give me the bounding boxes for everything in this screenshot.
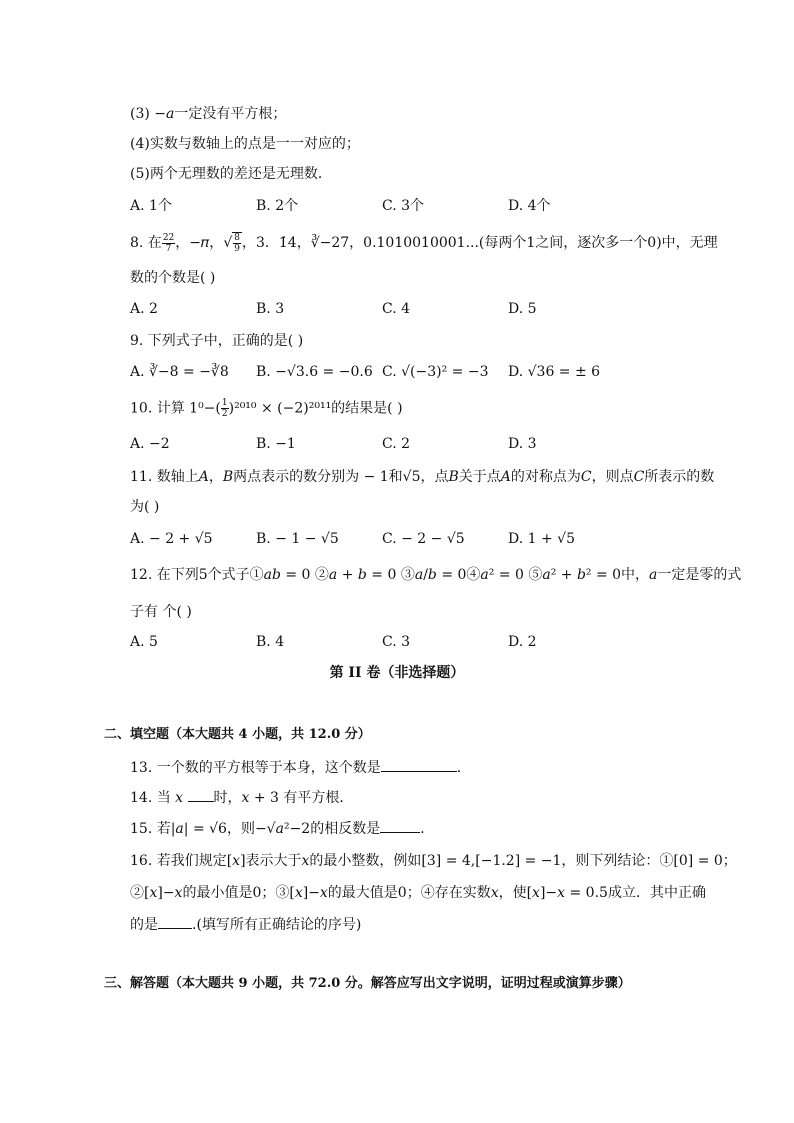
question-10 — [130, 398, 403, 419]
q12-option-a: A. 5 — [130, 634, 158, 650]
q8-option-a: A. 2 — [130, 301, 158, 317]
q12-line2: 子有 个( ) — [130, 604, 192, 620]
q14-part-a: 14. 当 𝑥 — [130, 790, 188, 806]
q16-line3-b: .(填写所有正确结论的序号) — [192, 917, 362, 933]
question-9: 9. 下列式子中，正确的是( ) — [130, 333, 304, 349]
q10-option-b: B. −1 — [256, 436, 296, 452]
q8-option-d: D. 5 — [508, 301, 537, 317]
q8-sqrt-sign: √ — [223, 235, 233, 251]
q8-mid1: ，−𝜋， — [175, 235, 224, 251]
q7-option-b: B. 2个 — [256, 198, 299, 214]
q16-line3-a: 的是 — [130, 917, 158, 933]
q13-answer-blank[interactable] — [381, 757, 457, 772]
q15-text: 15. 若|𝑎| = √6，则−√𝑎²−2的相反数是 — [130, 821, 381, 837]
q10-option-c: C. 2 — [382, 436, 411, 452]
q16-line2: ②[𝑥]−𝑥的最小值是0；③[𝑥]−𝑥的最大值是0；④存在实数𝑥，使[𝑥]−𝑥 = 0.5成立．其中正确 — [130, 885, 706, 901]
q8-prefix: 8. 在 — [130, 235, 162, 251]
q8-frac-num: 22 — [162, 232, 175, 243]
q13-end: ． — [456, 760, 471, 776]
q11-option-a: A. − 2 + √5 — [130, 531, 213, 547]
q10-option-a: A. −2 — [130, 436, 170, 452]
q14-part-b: 时，𝑥 + 3 有平方根． — [213, 790, 354, 806]
q10-frac-num: 1 — [221, 398, 228, 408]
q9-option-b: B. −√3.6 = −0.6 — [256, 364, 373, 380]
q11-line2: 为( ) — [130, 499, 160, 515]
question-13 — [130, 757, 471, 778]
section-3-title: 三、解答题（本大题共 9 小题，共 72.0 分。解答应写出文字说明，证明过程或演算步骤） — [104, 976, 631, 991]
q8-option-b: B. 3 — [256, 301, 285, 317]
q8-option-c: C. 4 — [382, 301, 411, 317]
statement-3: (3) −𝑎一定没有平方根； — [130, 106, 287, 122]
q12-option-b: B. 4 — [256, 634, 285, 650]
q12-option-c: C. 3 — [382, 634, 411, 650]
q11-option-c: C. − 2 − √5 — [382, 531, 465, 547]
question-16: 16. 若我们规定[𝑥]表示大于𝑥的最小整数，例如[3] = 4,[−1.2] = −1，则下列结论：①[0] = 0； — [130, 853, 737, 869]
q9-option-c: C. √(−3)² = −3 — [382, 364, 489, 380]
q8-mid2: ，3．1̇4̇，∛−27，0.1010010001...(每两个1之间，逐次多一个0)中，无理 — [241, 235, 718, 251]
q15-answer-blank[interactable] — [380, 818, 420, 833]
q11-option-d: D. 1 + √5 — [508, 531, 575, 547]
q12-option-d: D. 2 — [508, 634, 537, 650]
q10-option-d: D. 3 — [508, 436, 537, 452]
q14-answer-blank[interactable] — [188, 787, 214, 802]
question-14 — [130, 787, 353, 808]
q9-option-a: A. ∛−8 = −∛8 — [130, 364, 229, 380]
section-2-title: 二、填空题（本大题共 4 小题，共 12.0 分） — [104, 727, 371, 742]
q10-frac-den: 2 — [221, 409, 228, 419]
q11-option-b: B. − 1 − √5 — [256, 531, 339, 547]
question-12: 12. 在下列5个式子①𝑎𝑏 = 0 ②𝑎 + 𝑏 = 0 ③𝑎/𝑏 = 0④𝑎² = 0 ⑤𝑎² + 𝑏² = 0中，𝑎一定是零的式 — [130, 567, 742, 583]
q8-line2: 数的个数是( ) — [130, 270, 216, 286]
q10-part-b: )²⁰¹⁰ × (−2)²⁰¹¹的结果是( ) — [228, 400, 403, 417]
q7-option-d: D. 4个 — [508, 198, 551, 214]
part-2-title: 第 II 卷（非选择题） — [329, 665, 465, 681]
question-15 — [130, 818, 434, 839]
q16-line3 — [130, 914, 361, 935]
statement-5: (5)两个无理数的差还是无理数． — [130, 166, 332, 182]
q7-option-a: A. 1个 — [130, 198, 172, 214]
q10-part-a: 10. 计算 1⁰−( — [130, 400, 221, 417]
question-8 — [130, 232, 718, 254]
question-11: 11. 数轴上𝐴，𝐵两点表示的数分别为 − 1和√5，点𝐵关于点𝐴的对称点为𝐶，则点𝐶所表示的数 — [130, 469, 715, 485]
q13-text: 13. 一个数的平方根等于本身，这个数是 — [130, 760, 381, 776]
q8-frac-den: 7 — [165, 243, 172, 254]
q16-answer-blank[interactable] — [158, 914, 192, 929]
q15-end: ． — [420, 821, 435, 837]
q9-option-d: D. √36 = ± 6 — [508, 364, 601, 380]
q8-sqrt-den: 9 — [234, 244, 240, 254]
q7-option-c: C. 3个 — [382, 198, 425, 214]
q8-sqrt-num: 8 — [234, 233, 240, 243]
q8-fraction — [162, 233, 175, 254]
q10-fraction — [221, 398, 229, 419]
statement-4: (4)实数与数轴上的点是一一对应的； — [130, 136, 360, 152]
q8-sqrt-fraction — [232, 232, 242, 254]
